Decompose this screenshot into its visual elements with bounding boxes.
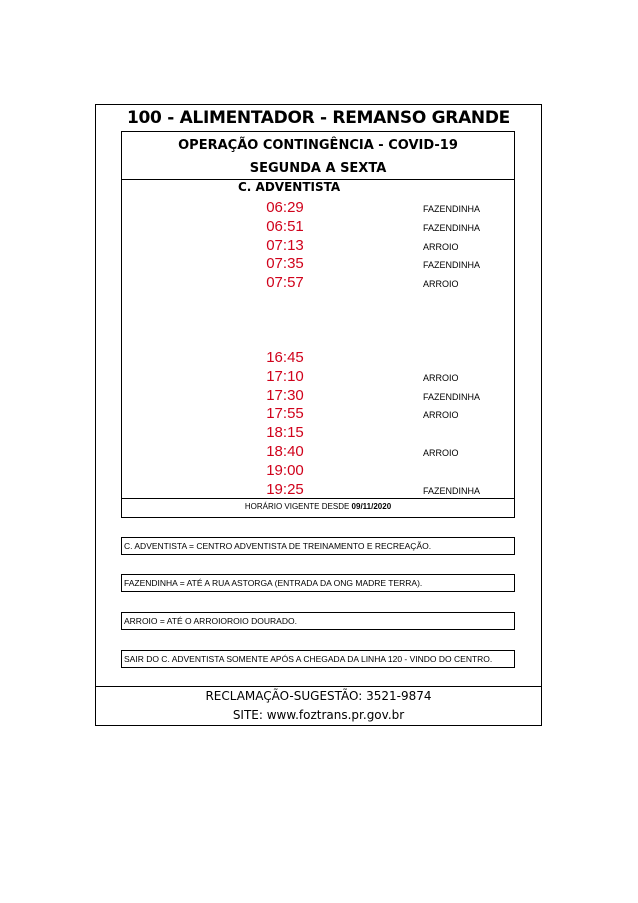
stop-label: C. ADVENTISTA [238, 180, 341, 194]
departure-destination: FAZENDINHA [423, 260, 481, 271]
departure-time: 19:00 [266, 461, 304, 479]
departure-time: 18:40 [266, 443, 304, 460]
departure-time: 06:29 [266, 199, 304, 216]
departure-time: 17:55 [266, 405, 304, 423]
departure-destination: FAZENDINHA [423, 485, 481, 496]
note-adventista: C. ADVENTISTA = CENTRO ADVENTISTA DE TREINAMENTO E RECREAÇÃO. [121, 537, 515, 555]
departure-time: 16:45 [266, 349, 304, 366]
note-fazendinha: FAZENDINHA = ATÉ A RUA ASTORGA (ENTRADA DA ONG MADRE TERRA). [121, 574, 515, 592]
departure-time: 18:15 [266, 424, 304, 442]
departure-destination: ARROIO [423, 279, 459, 290]
departure-time: 06:51 [266, 217, 304, 235]
departure-time: 07:57 [266, 274, 304, 292]
departure-destination: ARROIO [423, 448, 459, 458]
note-arroio: ARROIO = ATÉ O ARROIOROIO DOURADO. [121, 612, 515, 630]
departure-time: 17:30 [266, 386, 304, 404]
valid-since [121, 502, 515, 511]
valid-date: 09/11/2020 [351, 502, 392, 511]
departure-destination: ARROIO [423, 241, 459, 252]
footer-contact: RECLAMAÇÃO-SUGESTÃO: 3521-9874 [205, 689, 432, 703]
departure-destination: FAZENDINHA [423, 222, 481, 233]
departure-destination: FAZENDINHA [423, 391, 481, 402]
departure-destination: FAZENDINHA [423, 204, 481, 214]
days-subtitle: SEGUNDA A SEXTA [249, 161, 387, 176]
note-line-120: SAIR DO C. ADVENTISTA SOMENTE APÓS A CHEGADA DA LINHA 120 - VINDO DO CENTRO. [121, 650, 515, 668]
departure-time: 07:13 [266, 236, 304, 254]
departure-time: 17:10 [266, 367, 304, 385]
departure-time: 07:35 [266, 255, 304, 273]
footer-site: SITE: www.foztrans.pr.gov.br [232, 708, 405, 722]
departure-destination: ARROIO [423, 410, 459, 421]
footer-divider [95, 686, 542, 687]
departure-destination: ARROIO [423, 372, 459, 383]
operation-subtitle: OPERAÇÃO CONTINGÊNCIA - COVID-19 [178, 138, 458, 153]
departure-time: 19:25 [266, 480, 304, 498]
valid-label: HORÁRIO VIGENTE DESDE [244, 502, 350, 511]
page-title: 100 - ALIMENTADOR - REMANSO GRANDE [126, 108, 510, 128]
